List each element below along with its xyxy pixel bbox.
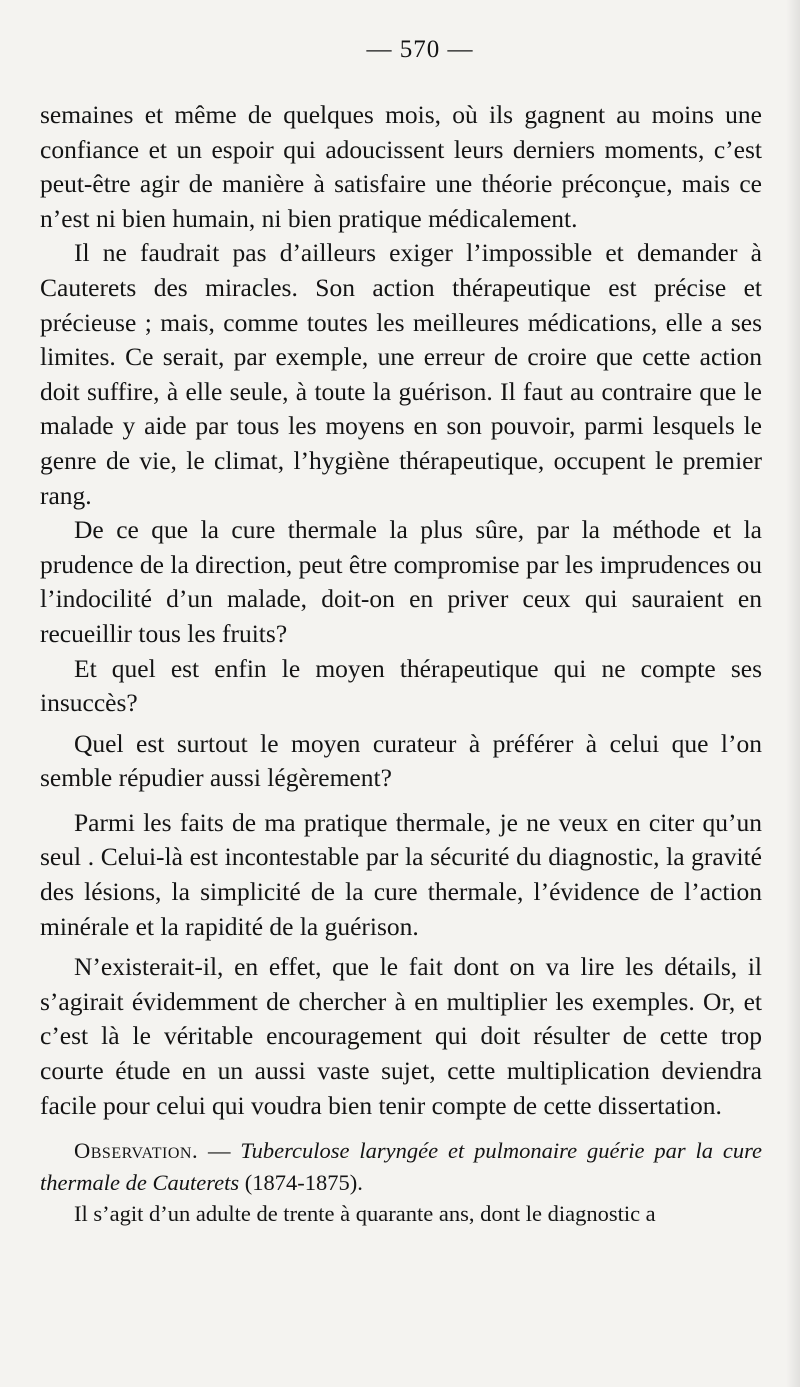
observation-first-line: Il s’agit d’un adulte de trente à quarante ans, dont le diagnostic a [74,1201,656,1227]
observation-dash: — [198,1138,241,1164]
paragraph-cauterets-action: Il ne faudrait pas d’ailleurs exiger l’impossible et demander à Cauterets des miracles. Son action thérapeutique est précise et précieuse ; mais, comme toutes les meilleures médications, elle a ses limites. Ce serait, par exemple, une erreur de croire que cette action doit suffire, à elle seule, à toute la guérison. Il faut au contraire que le malade y aide par tous les moyens en son pouvoir, parmi lesquels le genre de vie, le climat, l’hygiène thérapeutique, occupent le premier rang. [40,238,762,510]
paragraph-moyen-curateur: Quel est surtout le moyen curateur à préférer à celui que l’on semble répudier aussi légèrement? [40,728,762,793]
paragraph-existerait: N’existerait-il, en effet, que le fait dont on va lire les détails, il s’agirait évidemment de chercher à en multiplier les exemples. Or, et c’est là le véritable encouragement qui doit résulter de cette trop courte étude en un aussi vaste sujet, cette multiplication deviendra facile pour celui qui voudra bien tenir compte de cette dissertation. [40,952,762,1120]
paragraph-pratique-thermale: Parmi les faits de ma pratique thermale, je ne veux en citer qu’un seul . Celui-là est incontestable par la sécurité du diagnostic, la gravité des lésions, la simplicité de la cure thermale, l’évidence de l’action minérale et la rapidité de la guérison. [40,807,762,941]
observation-label: Observation. [74,1138,199,1164]
observation-dates: (1874-1875). [239,1169,363,1195]
page-edge-shadow [786,0,800,1387]
paragraph-cure-thermale: De ce que la cure thermale la plus sûre, par la méthode et la prudence de la direction, peut être compromise par les imprudences ou l’indocilité d’un malade, doit-on en priver ceux qui sauraient en recueillir tous les fruits? [40,515,762,648]
observation-heading [40,1135,762,1198]
body-text [40,98,762,1230]
observation-title: Tuberculose laryngée et pulmonaire guérie par la cure thermale de Cauterets [40,1138,763,1195]
paragraph-moyen-therapeutique: Et quel est enfin le moyen thérapeutique qui ne compte ses insuccès? [40,653,762,718]
paragraph-continued: semaines et même de quelques mois, où ils gagnent au moins une confiance et un espoir qui adoucissent leurs derniers moments, c’est peut-être agir de manière à satisfaire une théorie préconçue, mais ce n’est ni bien humain, ni bien pratique médicalement. [40,100,762,233]
page-number: — 570 — [366,36,474,63]
